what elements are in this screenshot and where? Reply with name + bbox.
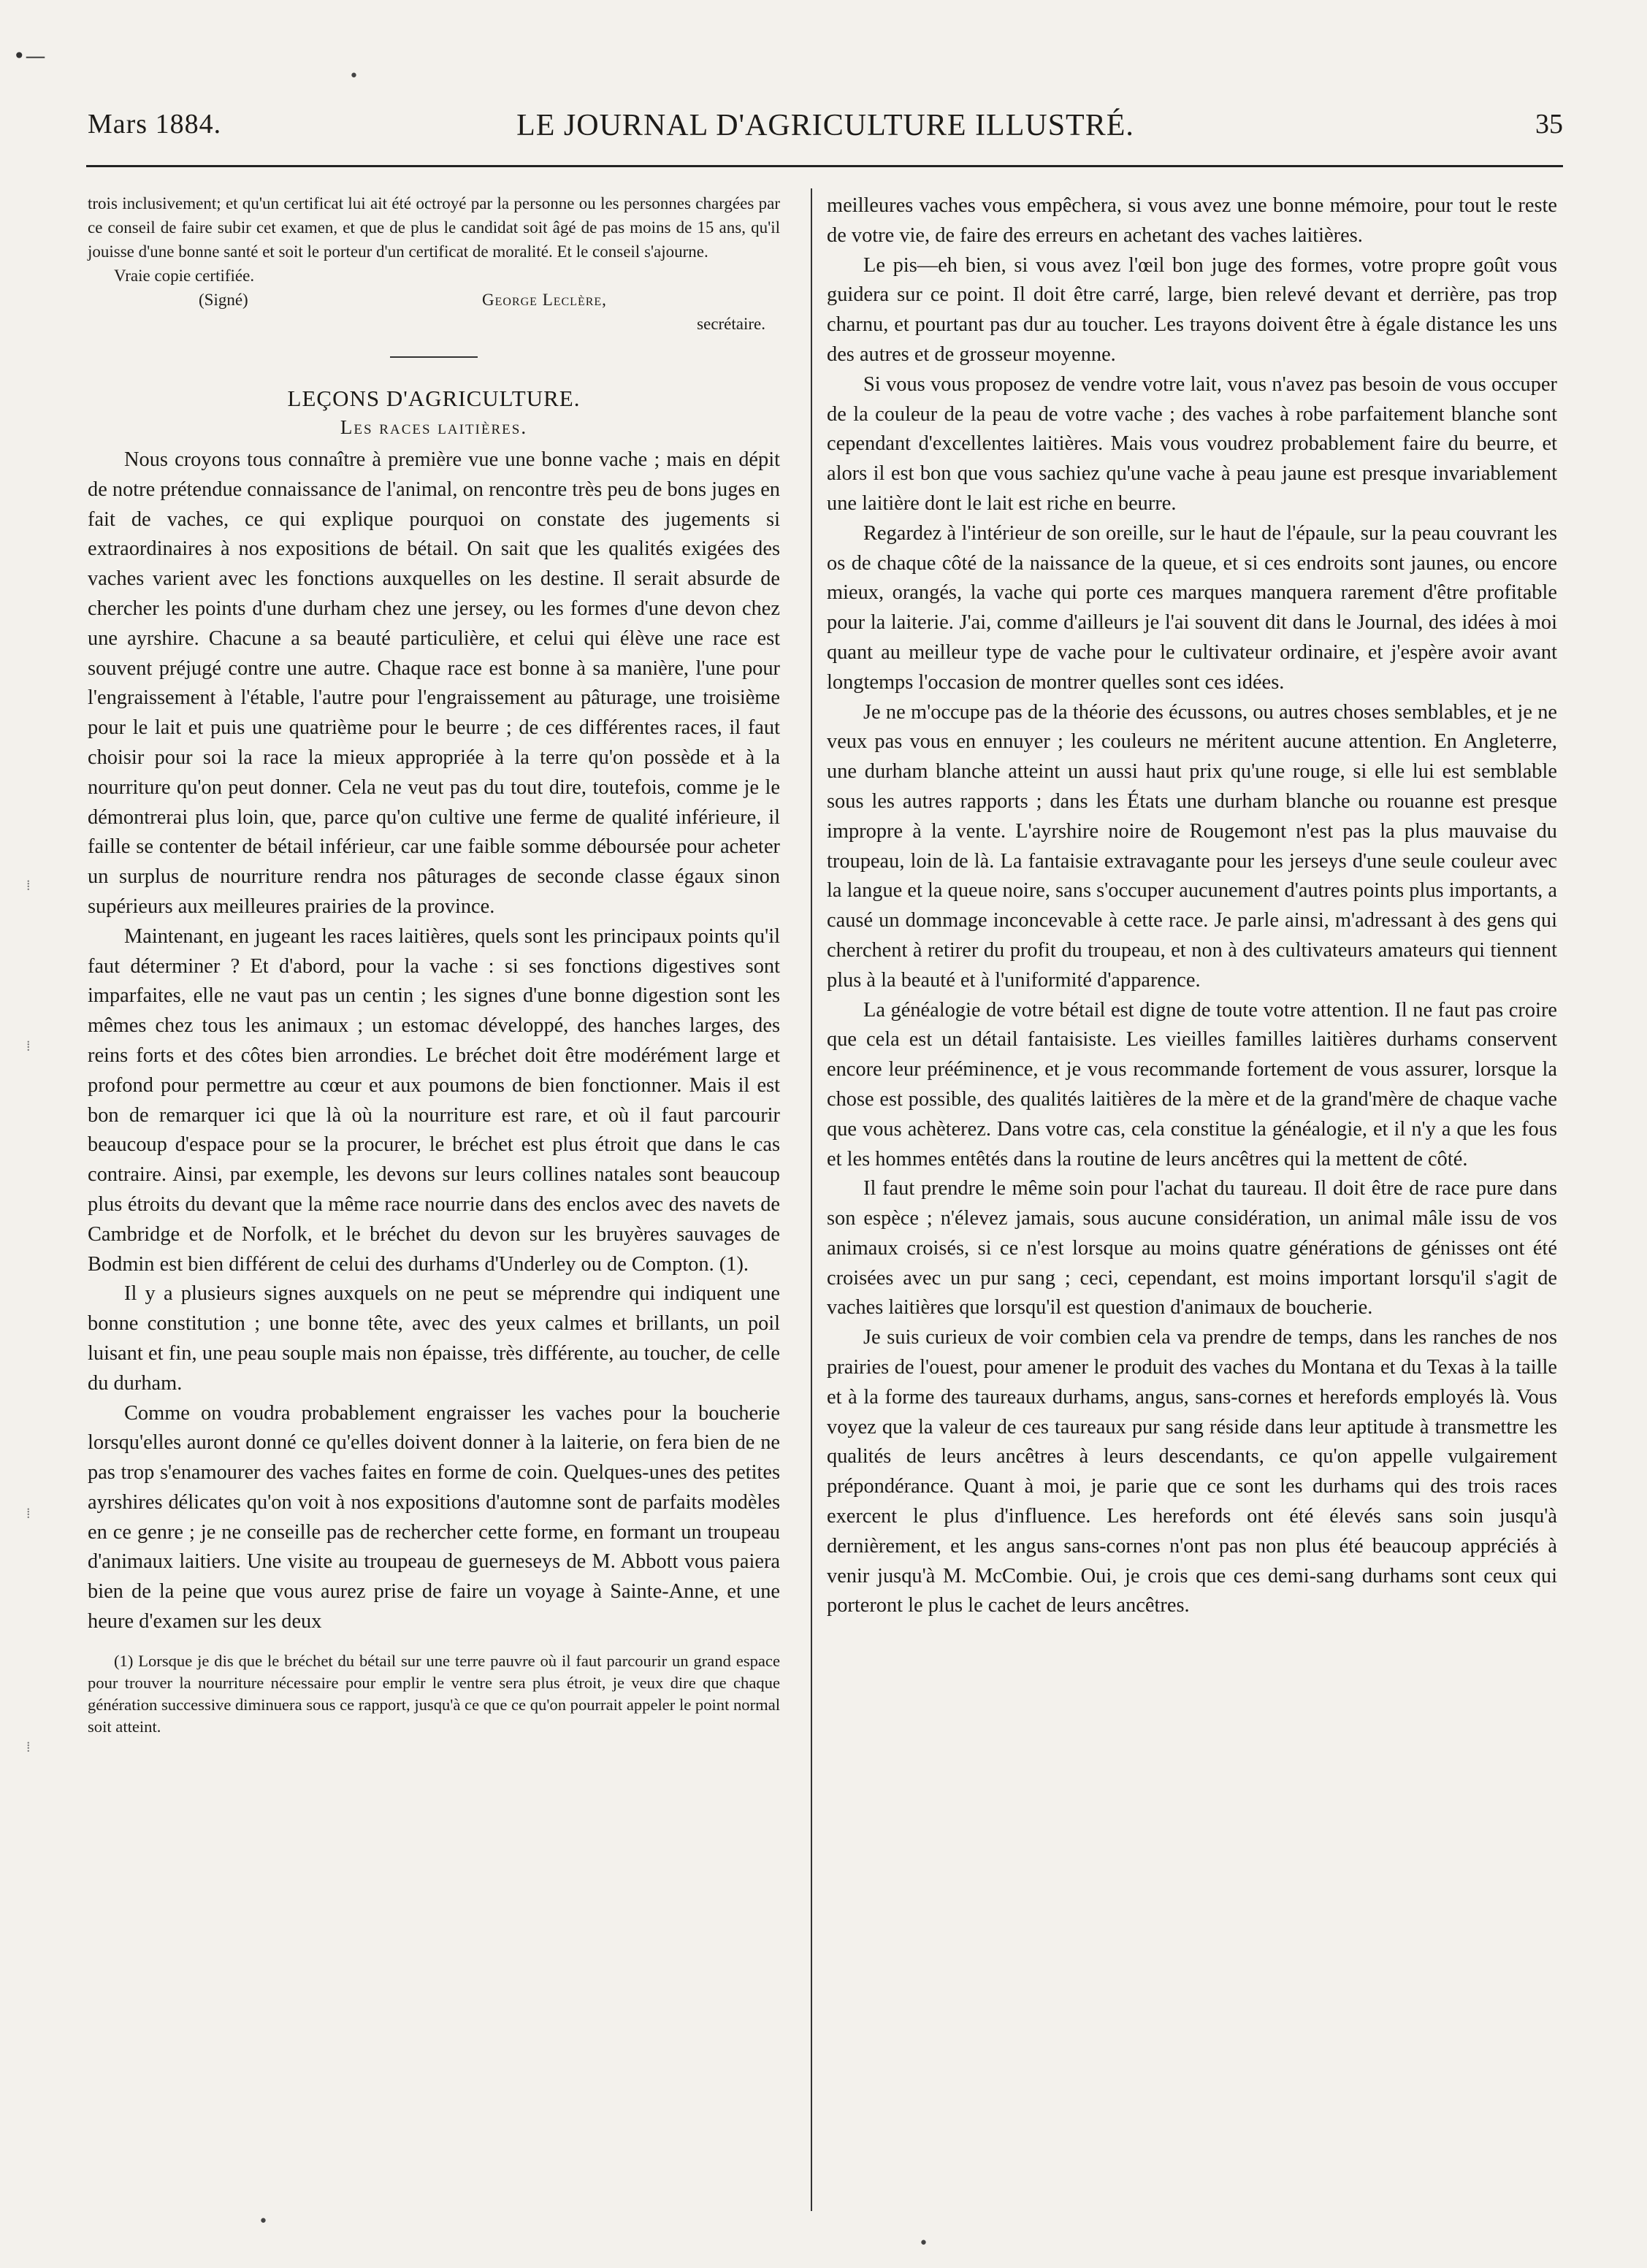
page-header	[88, 108, 1563, 152]
intro-paragraph: trois inclusivement; et qu'un certificat lui ait été octroyé par la personne ou les personnes chargées par ce conseil de faire subir cet examen, et que de plus le candidat soit âgé de pas moins de 15 ans, qu'il jouisse d'une bonne santé et soit le porteur d'un certificat de moralité. Et le conseil s'ajourne.	[88, 194, 780, 261]
article-paragraph: Comme on voudra probablement engraisser les vaches pour la boucherie lorsqu'elles auront donné ce qu'elles doivent donner à la laiterie, on fera bien de ne pas trop s'enamourer des vaches faites en forme de coin. Quelques-unes des petites ayrshires délicates qu'on voit à nos expositions d'automne sont de parfaits modèles en ce genre ; je ne conseille pas de rechercher cette forme, en formant un troupeau d'animaux laitiers. Une visite au troupeau de guerneseys de M. Abbott vous paiera bien de la peine que vous aurez prise de faire un voyage à Sainte-Anne, et une heure d'examen sur les deux	[88, 1401, 780, 1633]
section-divider	[390, 356, 478, 358]
section-subtitle: Les races laitières.	[340, 416, 528, 438]
margin-mark: ⁞	[26, 1037, 31, 1054]
page-dot: •	[349, 67, 359, 85]
article-paragraph: Nous croyons tous connaître à première vue une bonne vache ; mais en dépit de notre prétendue connaissance de l'animal, on rencontre très peu de bons juges en fait de vaches, ce qui explique pourquoi on constate des jugements si extraordinaires à nos expositions de bétail. On sait que les qualités exigées des vaches varient avec les fonctions auxquelles on les destine. Il serait absurde de chercher les points d'une durham chez une jersey, ou les formes d'une devon chez une ayrshire. Chacune a sa beauté particulière, et celui qui élève une race est souvent préjugé contre une autre. Chaque race est bonne à sa manière, l'une pour l'engraissement à l'étable, l'autre pour l'engraissement au pâturage, une troisième pour le lait et puis une quatrième pour le beurre ; de ces différentes races, il faut choisir pour soi la race la mieux appropriée à la terre qu'on possède et à la nourriture qu'on peut donner. Cela ne veut pas du tout dire, toutefois, comme je le démontrerai plus loin, que, parce qu'on cultive une ferme de qualité inférieure, il faille se contenter de bétail inférieur, car une faible somme déboursée pour acheter un surplus de nourriture rendra nos pâturages de seconde classe égaux sinon supérieurs aux meilleures prairies de la province.	[88, 448, 780, 918]
article-paragraph: Regardez à l'intérieur de son oreille, sur le haut de l'épaule, sur la peau couvrant les os de chaque côté de la naissance de la queue, et si ces endroits sont jaunes, ou encore mieux, orangés, la vache qui porte ces marques manquera rarement d'être profitable pour la laiterie. J'ai, comme d'ailleurs je l'ai souvent dit dans le Journal, des idées à moi quant au meilleur type de vache pour le cultivateur ordinaire, et j'espère avoir avant longtemps l'occasion de montrer quelles sont ces idées.	[827, 521, 1557, 694]
article-paragraph: Maintenant, en jugeant les races laitières, quels sont les principaux points qu'il faut déterminer ? Et d'abord, pour la vache : si ses fonctions digestives sont imparfaites, elle ne vaut pas un centin ; les signes d'une bonne digestion sont les mêmes chez tous les animaux ; un estomac développé, des hanches larges, des reins forts et des côtes bien arrondies. Le bréchet doit être modérément large et profond pour permettre au cœur et aux poumons de bien fonctionner. Mais il est bon de remarquer ici que là où la nourriture est rare, et où il faut parcourir beaucoup d'espace pour se la procurer, le bréchet est plus étroit que dans le cas contraire. Ainsi, par exemple, les devons sur leurs collines natales sont beaucoup plus étroits du devant que la même race nourrie dans des enclos avec des navets de Cambridge et de Norfolk, et le bréchet du devon sur les bruyères sauvages de Bodmin est bien différent de celui des durhams d'Underley ou de Compton. (1).	[88, 924, 780, 1276]
header-rule	[86, 165, 1563, 167]
margin-mark: ⁞	[26, 1738, 31, 1755]
article-paragraph: La généalogie de votre bétail est digne de toute votre attention. Il ne faut pas croire que cela est un détail fantaisiste. Les vieilles familles laitières durhams conservent encore leur prééminence, et je vous recommande fortement de vous assurer, lorsque la chose est possible, des qualités laitières de la mère et de la grand'mère de chaque vache que vous achèterez. Dans votre cas, cela constitue la généalogie, et il n'y a que les fous et les hommes entêtés dans la routine de leurs ancêtres qui la mettent de côté.	[827, 998, 1557, 1171]
article-paragraph: Il y a plusieurs signes auxquels on ne peut se méprendre qui indiquent une bonne constitution ; une bonne tête, avec des yeux calmes et brillants, un poil luisant et fin, une peau souple mais non épaisse, très différente, au toucher, de celle du durham.	[88, 1282, 780, 1395]
page-dot: •	[919, 2234, 928, 2253]
article-paragraph: Je ne m'occupe pas de la théorie des écussons, ou autres choses semblables, et je ne veux pas vous en ennuyer ; les couleurs ne méritent aucune attention. En Angleterre, une durham blanche atteint un aussi haut prix qu'une rouge, si elle lui est semblable sous les autres rapports ; dans les États une durham blanche ou rouanne est presque impropre à la vente. L'ayrshire noire de Rougemont n'est pas la plus mauvaise du troupeau, loin de là. La fantaisie extravagante pour les jerseys d'une seule couleur avec la langue et la queue noire, sans s'occuper aucunement d'autres points plus importants, a causé un dommage inconcevable à cette race. Je parle ainsi, m'adressant à des gens qui cherchent à retirer du profit du troupeau, et non à des cultivateurs amateurs qui tiennent plus à la beauté et à l'uniformité d'apparence.	[827, 700, 1557, 992]
signatory-role: secrétaire.	[697, 315, 765, 333]
margin-mark: ⁞	[26, 1504, 31, 1522]
article-paragraph: Il faut prendre le même soin pour l'achat du taureau. Il doit être de race pure dans son espèce ; n'élevez jamais, sous aucune considération, un animal mâle issu de vos animaux croisés, si ce n'est lorsque au moins quatre générations de génisses ont été croisées avec un pur sang ; ceci, cependant, est moins important lorsqu'il s'agit de vaches laitières que lorsqu'il est question d'animaux de boucherie.	[827, 1177, 1557, 1319]
page-dot: •	[259, 2213, 268, 2231]
corner-mark: •—	[13, 44, 46, 68]
article-paragraph: Je suis curieux de voir combien cela va prendre de temps, dans les ranches de nos prairies de l'ouest, pour amener le produit des vaches du Montana et du Texas à la taille et à la forme des taureaux durhams, angus, sans-cornes et herefords employés là. Vous voyez que la valeur de ces taureaux pur sang réside dans leur aptitude à transmettre les qualités de leurs ancêtres à leurs descendants, ce qu'on appelle vulgairement prépondérance. Quant à moi, je parie que ce sont les durhams qui des trois races exercent le plus d'influence. Les herefords ont été élevés sans soin jusqu'à dernièrement, et les angus sans-cornes n'ont pas non plus été beaucoup appréciés à venir jusqu'à M. McCombie. Oui, je crois que ces demi-sang durhams sont ceux qui porteront le plus le cachet de leurs ancêtres.	[827, 1326, 1557, 1617]
article-paragraph: meilleures vaches vous empêchera, si vous avez une bonne mémoire, pour tout le reste de votre vie, de faire des erreurs en achetant des vaches laitières.	[827, 194, 1557, 247]
signed-label: (Signé)	[199, 291, 248, 309]
signature-row	[88, 288, 780, 312]
footnote: (1) Lorsque je dis que le bréchet du bétail sur une terre pauvre où il faut parcourir un grand espace pour trouver la nourriture nécessaire pour emplir le ventre sera plus étroit, je veux dire que chaque génération successive diminuera sous ce rapport, jusqu'à ce que ce qu'on pourrait appeler le point normal soit atteint.	[88, 1651, 780, 1736]
signatory-name: George Leclère,	[482, 291, 607, 309]
column-rule	[811, 188, 812, 2211]
issue-date: Mars 1884.	[88, 109, 222, 139]
margin-mark: ⁞	[26, 876, 31, 894]
journal-title: LE JOURNAL D'AGRICULTURE ILLUSTRÉ.	[516, 109, 1134, 142]
article-paragraph: Le pis—eh bien, si vous avez l'œil bon juge des formes, votre propre goût vous guidera sur ce point. Il doit être carré, large, bien relevé devant et derrière, pas trop charnu, et pourtant pas dur au toucher. Les trayons doivent être à égale distance les uns des autres et de grosseur moyenne.	[827, 253, 1557, 366]
page-number: 35	[1535, 109, 1563, 139]
right-column	[827, 191, 1557, 1621]
left-column	[88, 191, 780, 1738]
certified-copy: Vraie copie certifiée.	[114, 267, 255, 285]
section-title: LEÇONS D'AGRICULTURE.	[287, 386, 581, 411]
article-paragraph: Si vous vous proposez de vendre votre lait, vous n'avez pas besoin de vous occuper de la couleur de la peau de votre vache ; des vaches à robe parfaitement blanche sont cependant d'excellentes laitières. Mais vous voudrez probablement faire du beurre, et alors il est bon que vous sachiez qu'une vache à peau jaune est presque invariablement une laitière dont le lait est riche en beurre.	[827, 372, 1557, 515]
